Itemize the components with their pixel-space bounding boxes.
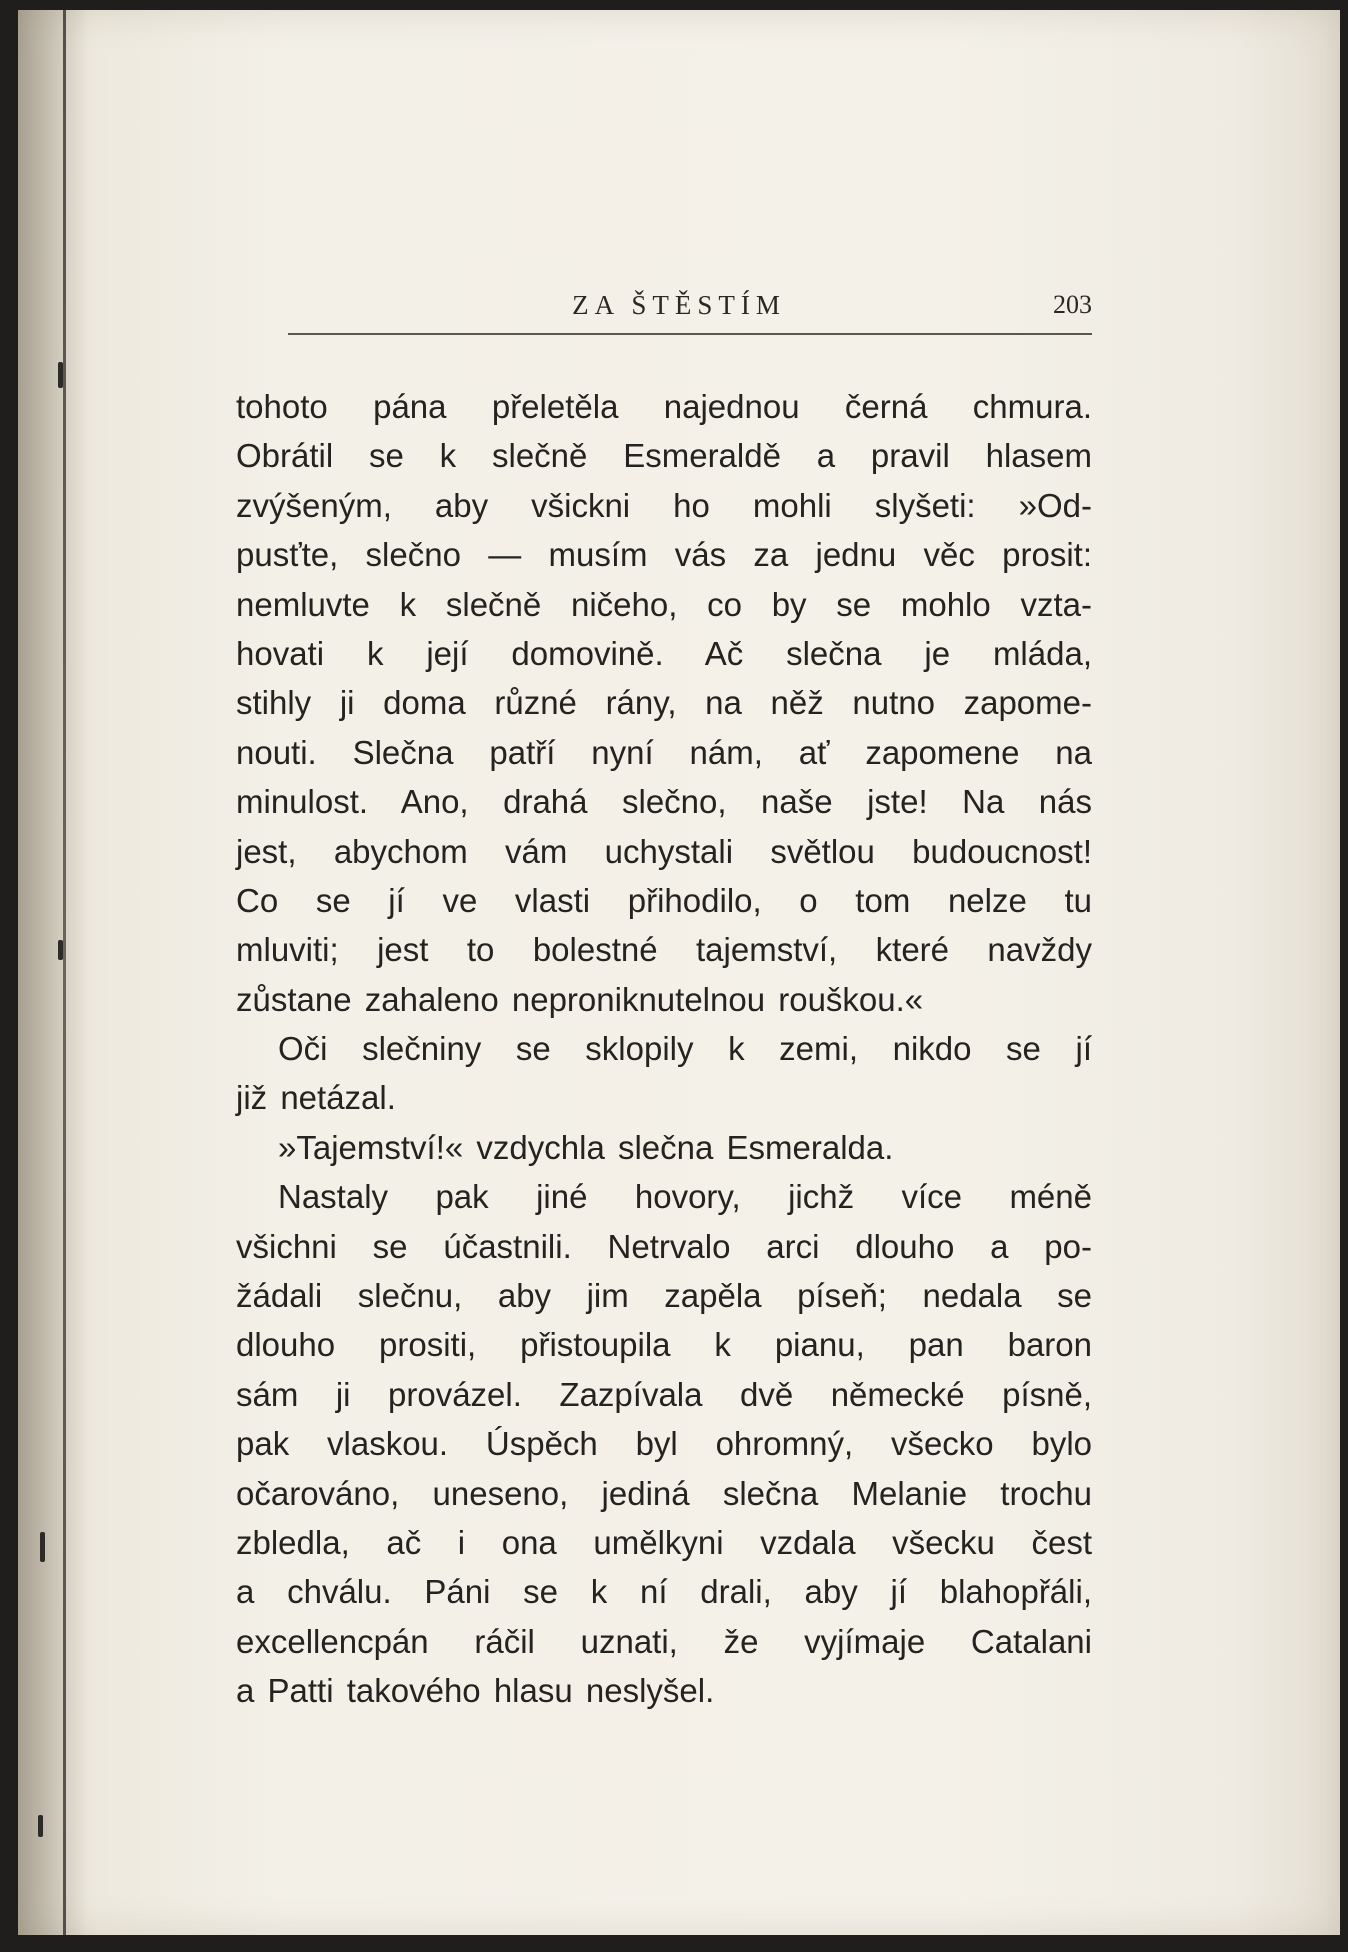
text-line: excellencpán ráčil uznati, že vyjímaje Catalani bbox=[236, 1622, 1092, 1660]
text-line: stihly ji doma různé rány, na něž nutno zapome- bbox=[236, 684, 1092, 722]
text-line: očarováno, uneseno, jediná slečna Melanie trochu bbox=[236, 1474, 1092, 1512]
running-head bbox=[266, 278, 1092, 324]
text-line: tohoto pána přeletěla najednou černá chmura. bbox=[236, 388, 1092, 425]
chapter-title: ZA ŠTĚSTÍM bbox=[572, 290, 786, 320]
text-line: a chválu. Páni se k ní drali, aby jí blahopřáli, bbox=[236, 1573, 1092, 1611]
text-line: hovati k její domovině. Ač slečna je mláda, bbox=[236, 634, 1092, 672]
text-line: minulost. Ano, drahá slečno, naše jste! Na nás bbox=[236, 783, 1092, 821]
text-line: zvýšeným, aby všickni ho mohli slyšeti: »Od- bbox=[236, 486, 1092, 524]
gutter-shadow bbox=[18, 10, 88, 1935]
text-line: Nastaly pak jiné hovory, jichž více méně bbox=[278, 1178, 1092, 1216]
text-line: Oči slečniny se sklopily k zemi, nikdo se jí bbox=[278, 1030, 1092, 1068]
text-line: nouti. Slečna patří nyní nám, ať zapomene na bbox=[236, 733, 1092, 771]
text-line: a Patti takového hlasu neslyšel. bbox=[236, 1672, 715, 1710]
header-rule bbox=[288, 333, 1092, 335]
page-speck bbox=[40, 1532, 45, 1562]
text-line: dlouho prositi, přistoupila k pianu, pan baron bbox=[236, 1326, 1092, 1364]
page-number: 203 bbox=[1053, 290, 1092, 319]
text-line: Co se jí ve vlasti přihodilo, o tom nelze tu bbox=[236, 881, 1092, 919]
text-line: mluviti; jest to bolestné tajemství, které navždy bbox=[236, 931, 1092, 969]
text-line: pusťte, slečno — musím vás za jednu věc prosit: bbox=[236, 536, 1092, 574]
text-line: sám ji provázel. Zazpívala dvě německé písně, bbox=[236, 1375, 1092, 1413]
text-line: Obrátil se k slečně Esmeraldě a pravil hlasem bbox=[236, 437, 1092, 475]
text-line: »Tajemství!« vzdychla slečna Esmeralda. bbox=[278, 1128, 894, 1166]
text-line: všichni se účastnili. Netrvalo arci dlouho a po- bbox=[236, 1227, 1092, 1265]
text-line: pak vlaskou. Úspěch byl ohromný, všecko bylo bbox=[236, 1425, 1092, 1463]
text-line: jest, abychom vám uchystali světlou budoucnost! bbox=[236, 832, 1092, 870]
text-line: zbledla, ač i ona umělkyni vzdala všecku čest bbox=[236, 1523, 1092, 1561]
book-page bbox=[18, 10, 1340, 1935]
page-speck bbox=[58, 940, 63, 960]
text-line: žádali slečnu, aby jim zapěla píseň; nedala se bbox=[236, 1277, 1092, 1315]
page-speck bbox=[38, 1815, 43, 1837]
text-line: nemluvte k slečně ničeho, co by se mohlo vzta- bbox=[236, 585, 1092, 623]
text-line: zůstane zahaleno neproniknutelnou rouškou.« bbox=[236, 980, 924, 1018]
text-line: již netázal. bbox=[236, 1079, 396, 1117]
binding-edge bbox=[63, 10, 66, 1935]
page-speck bbox=[58, 362, 63, 388]
body-text bbox=[236, 382, 1092, 1716]
